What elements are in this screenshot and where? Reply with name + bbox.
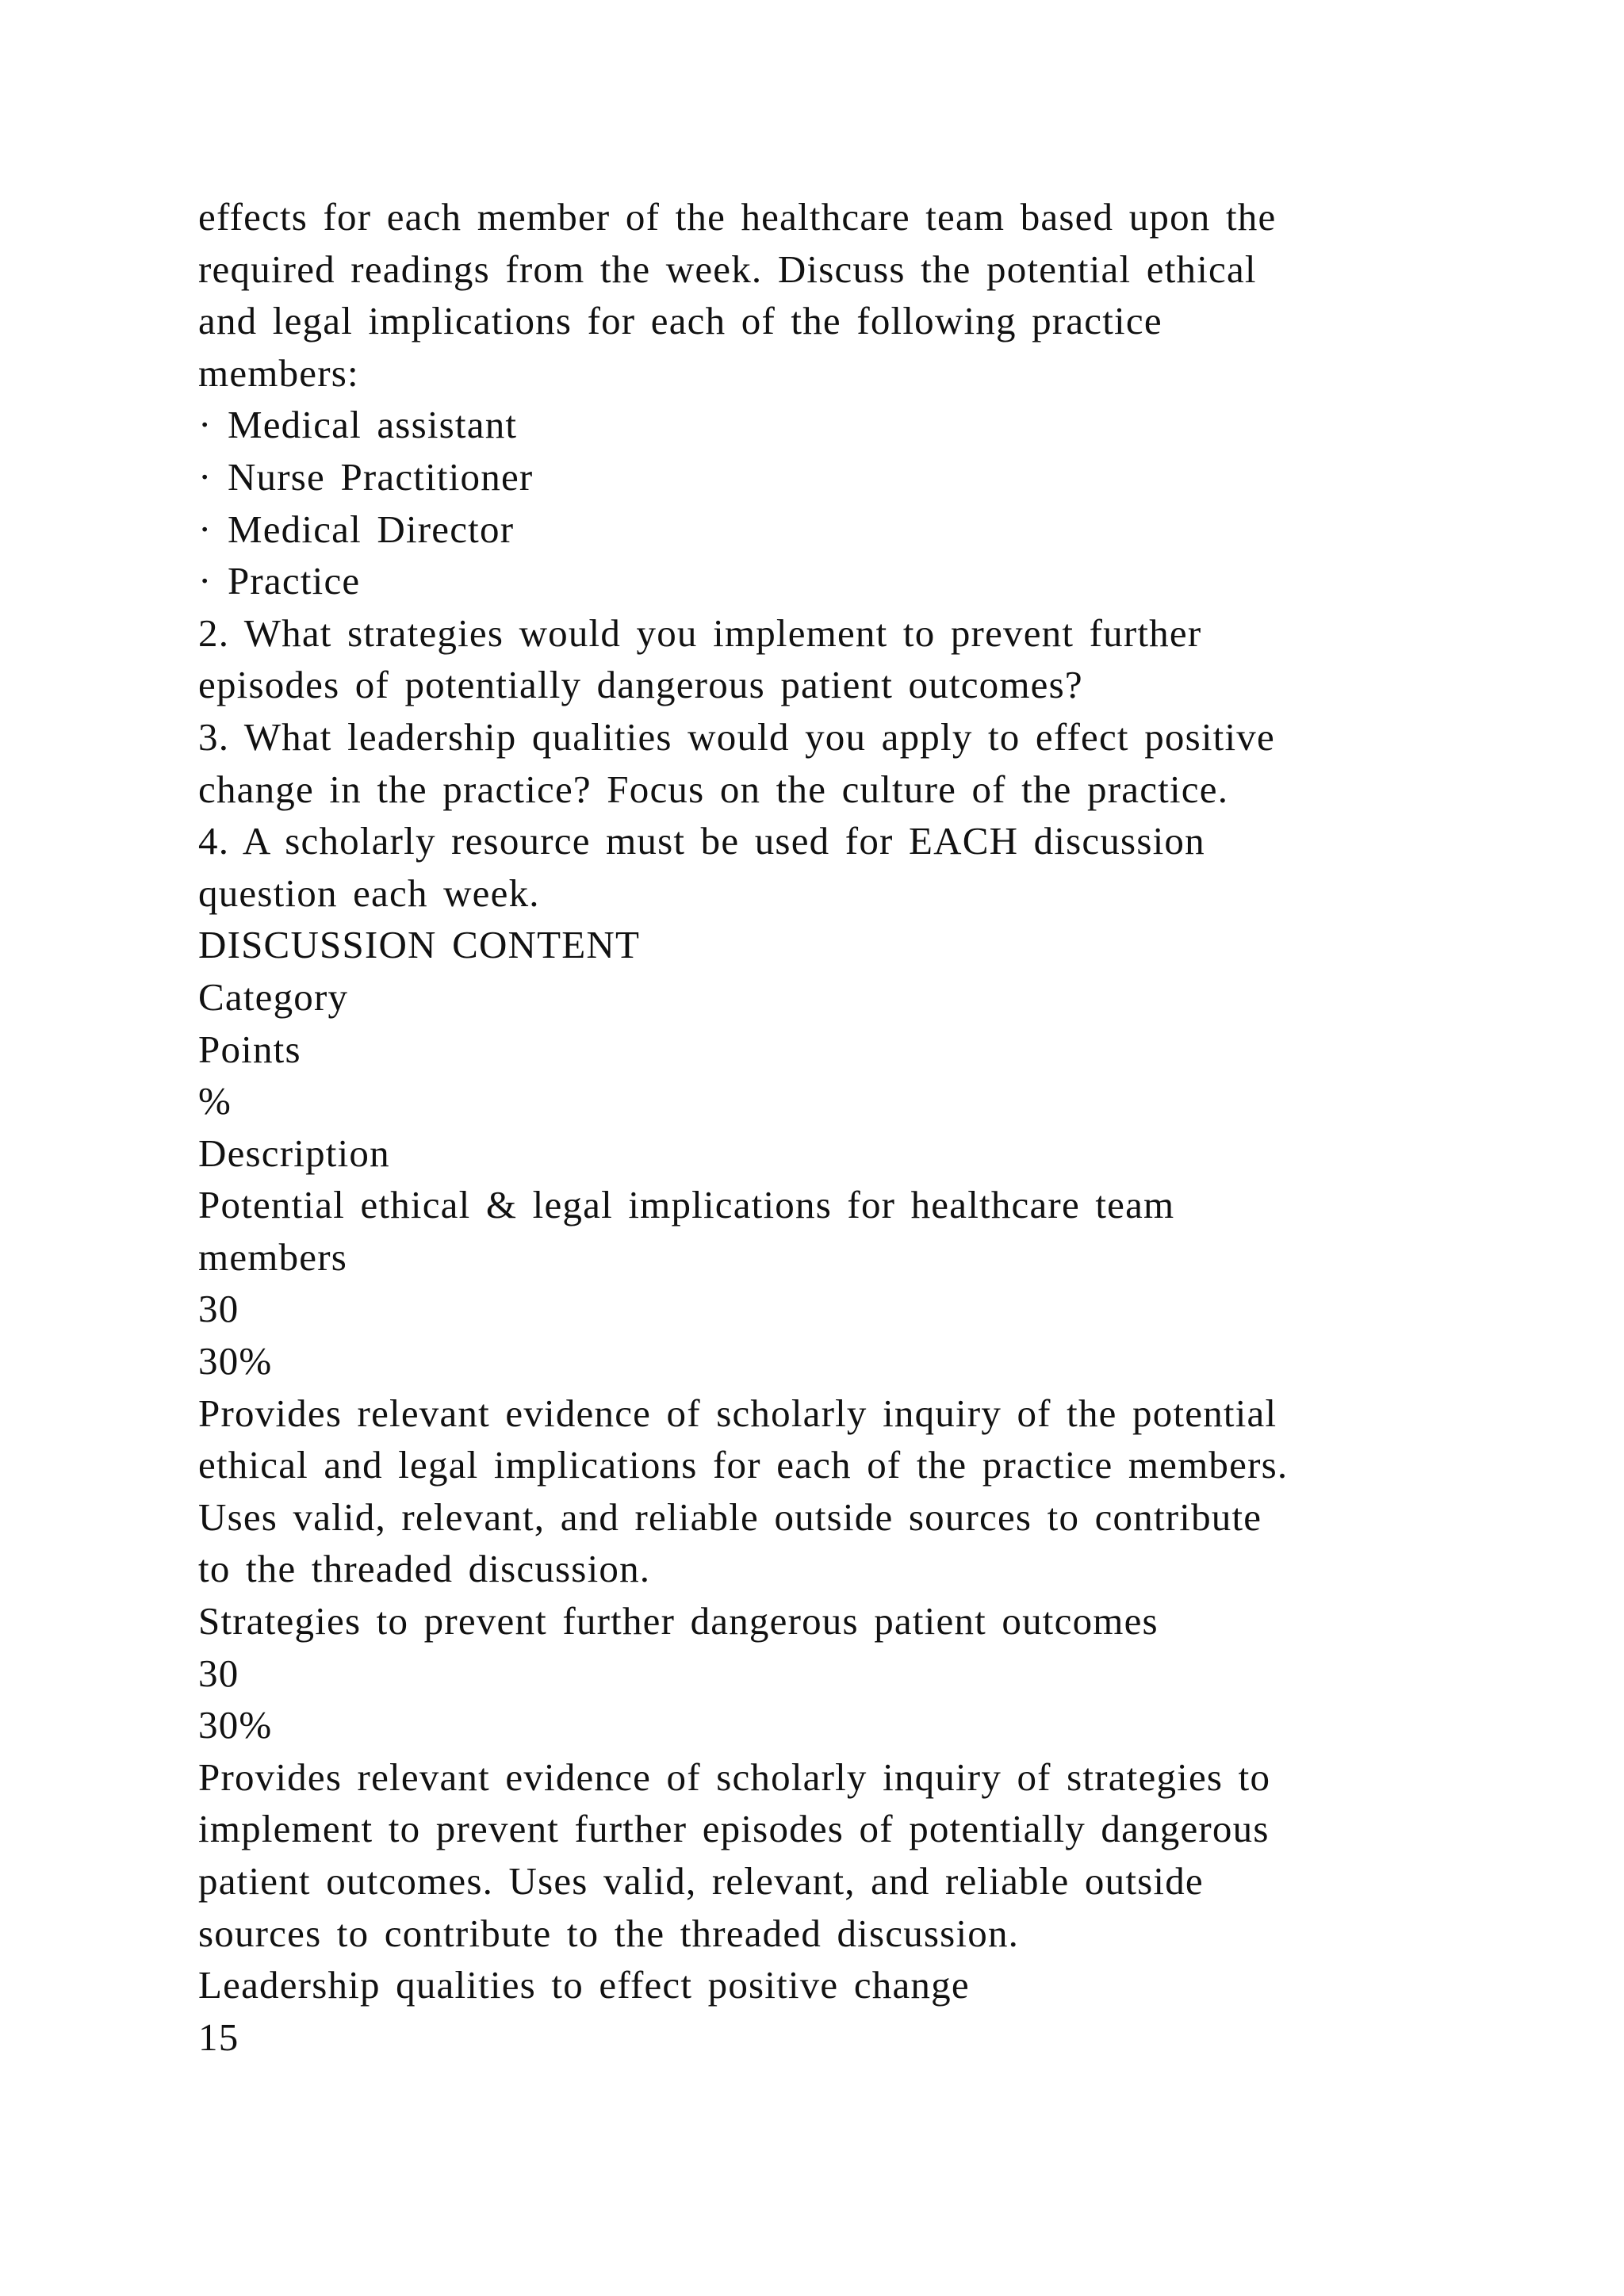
question-line: 3. What leadership qualities would you apply to effect positive: [198, 714, 1275, 759]
rubric-percent: 30%: [198, 1703, 273, 1747]
rubric-category: members: [198, 1234, 348, 1279]
rubric-description: Uses valid, relevant, and reliable outside sources to contribute: [198, 1494, 1262, 1539]
rubric-description: sources to contribute to the threaded discussion.: [198, 1911, 1020, 1955]
rubric-description: ethical and legal implications for each of the practice members.: [198, 1443, 1289, 1487]
bullet-item: · Medical assistant: [198, 403, 518, 447]
rubric-category: Leadership qualities to effect positive change: [198, 1963, 970, 2007]
table-header-percent: %: [198, 1079, 232, 1123]
text-line: required readings from the week. Discuss the potential ethical: [198, 247, 1257, 291]
rubric-description: Provides relevant evidence of scholarly inquiry of the potential: [198, 1391, 1277, 1435]
bullet-item: · Medical Director: [198, 507, 515, 551]
text-line: effects for each member of the healthcare team based upon the: [198, 195, 1277, 239]
table-header-points: Points: [198, 1027, 301, 1071]
question-line: 4. A scholarly resource must be used for EACH discussion: [198, 819, 1205, 863]
section-heading: DISCUSSION CONTENT: [198, 923, 641, 967]
bullet-item: · Nurse Practitioner: [198, 454, 534, 499]
rubric-points: 30: [198, 1651, 239, 1695]
rubric-percent: 30%: [198, 1339, 273, 1383]
rubric-description: to the threaded discussion.: [198, 1547, 651, 1591]
table-header-description: Description: [198, 1131, 390, 1175]
table-header-category: Category: [198, 974, 349, 1019]
text-line: members:: [198, 350, 359, 395]
bullet-item: · Practice: [198, 559, 361, 603]
question-line: 2. What strategies would you implement to prevent further: [198, 610, 1202, 655]
rubric-points: 15: [198, 2015, 239, 2059]
document-text: [198, 191, 1435, 2063]
text-line: and legal implications for each of the following practice: [198, 299, 1162, 343]
rubric-category: Strategies to prevent further dangerous patient outcomes: [198, 1599, 1159, 1644]
question-line: question each week.: [198, 871, 540, 915]
question-line: episodes of potentially dangerous patient outcomes?: [198, 663, 1083, 707]
rubric-category: Potential ethical & legal implications for healthcare team: [198, 1183, 1175, 1227]
rubric-description: implement to prevent further episodes of potentially dangerous: [198, 1807, 1270, 1851]
rubric-description: patient outcomes. Uses valid, relevant, and reliable outside: [198, 1859, 1204, 1903]
question-line: change in the practice? Focus on the culture of the practice.: [198, 767, 1229, 811]
rubric-points: 30: [198, 1287, 239, 1331]
rubric-description: Provides relevant evidence of scholarly inquiry of strategies to: [198, 1755, 1271, 1799]
